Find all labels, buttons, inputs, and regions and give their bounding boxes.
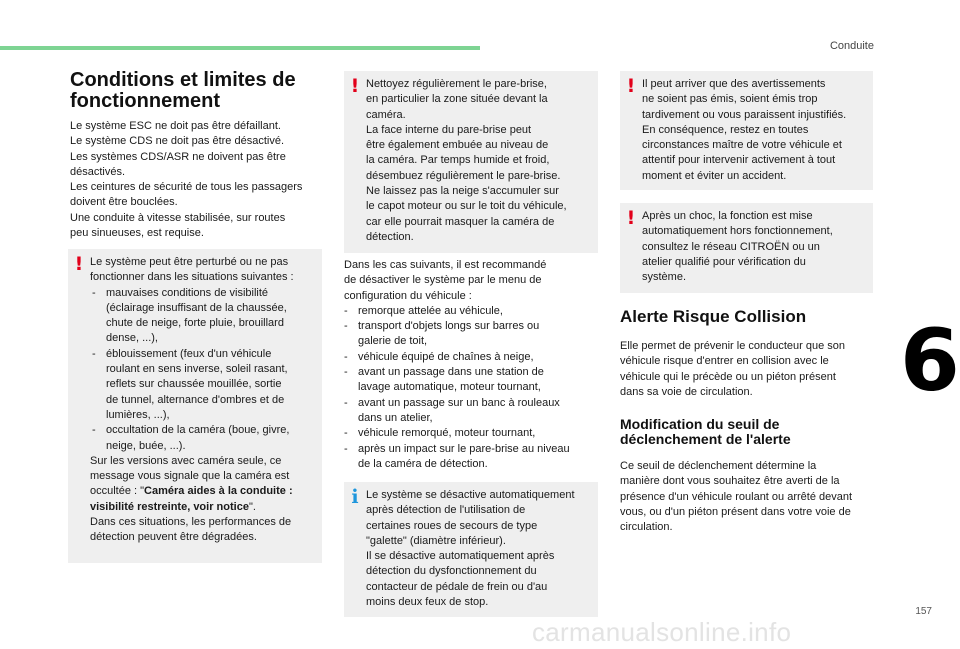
- warning-text: [90, 255, 314, 546]
- text-line: Dans ces situations, les performances de: [90, 516, 292, 529]
- text-line: [90, 500, 314, 515]
- list-item: [344, 319, 600, 350]
- text-line: - avant un passage dans une station de: [358, 366, 544, 379]
- column-1: [70, 70, 330, 241]
- info-text: [366, 488, 590, 610]
- text-span: ".: [248, 500, 256, 513]
- text-line: - véhicule équipé de chaînes à neige,: [358, 350, 534, 363]
- text-line: présence d'un véhicule roulant ou arrêté devant: [620, 490, 853, 503]
- text-line: lumières, ...),: [106, 408, 170, 421]
- text-line: Le système se désactive automatiquement: [366, 489, 575, 501]
- text-line: - occultation de la caméra (boue, givre,: [106, 424, 290, 437]
- threshold-text: [620, 459, 880, 535]
- text-line: dans un atelier,: [358, 411, 433, 424]
- subsection-heading: [620, 417, 880, 447]
- warning-icon: !: [350, 75, 360, 97]
- text-line: Elle permet de prévenir le conducteur que son: [620, 340, 846, 352]
- heading-line: Modification du seuil de: [620, 416, 780, 433]
- chapter-tab-number: 6: [900, 311, 960, 411]
- text-line: Les systèmes CDS/ASR ne doivent pas être: [70, 150, 286, 163]
- text-line: - transport d'objets longs sur barres ou: [358, 320, 540, 333]
- text-line: - véhicule remorqué, moteur tournant,: [358, 427, 536, 440]
- text-line: - éblouissement (feux d'un véhicule: [106, 347, 272, 360]
- text-line: circonstances maître de votre véhicule et: [642, 139, 842, 152]
- text-line: ne soient pas émis, soient émis trop: [642, 93, 818, 106]
- text-line: véhicule risque d'entrer en collision avec le: [620, 355, 829, 368]
- text-line: Une conduite à vitesse stabilisée, sur routes: [70, 211, 286, 224]
- list-item: [90, 347, 314, 423]
- text-line: Sur les versions avec caméra seule, ce: [90, 454, 282, 467]
- warning-box-impact: [620, 203, 873, 293]
- text-line: circulation.: [620, 521, 673, 534]
- text-line: - remorque attelée au véhicule,: [358, 304, 503, 317]
- deactivation-cases: [344, 258, 600, 472]
- intro-text: [620, 339, 880, 400]
- text-line: lavage automatique, moteur tournant,: [358, 381, 541, 394]
- text-line: Le système peut être perturbé ou ne pas: [90, 256, 289, 268]
- text-line: le capot moteur ou sur le toit du véhicule,: [366, 200, 567, 213]
- text-line: de la caméra de détection.: [358, 457, 488, 470]
- text-line: vous, ou d'un piéton présent dans votre voie de: [620, 506, 851, 519]
- text-line: peu sinueuses, est requise.: [70, 227, 204, 240]
- text-line: roulant en sens inverse, soleil rasant,: [106, 363, 288, 376]
- text-line: doivent être bouclées.: [70, 196, 178, 209]
- warning-box-visibility: [68, 249, 322, 563]
- text-line: consultez le réseau CITROËN ou un: [642, 240, 820, 253]
- info-icon: i: [351, 486, 359, 508]
- text-line: Il se désactive automatiquement après: [366, 550, 555, 563]
- text-line: neige, buée, ...).: [106, 439, 186, 452]
- text-line: atelier qualifié pour vérification du: [642, 255, 806, 268]
- text-line: système.: [642, 271, 687, 284]
- text-line: détection du dysfonctionnement du: [366, 565, 537, 578]
- watermark: carmanualsonline.info: [532, 617, 792, 647]
- heading-line: déclenchement de l'alerte: [620, 431, 791, 448]
- text-line: caméra.: [366, 108, 406, 121]
- text-line: fonctionner dans les situations suivantes :: [90, 271, 294, 284]
- text-line: Ne laissez pas la neige s'accumuler sur: [366, 185, 559, 198]
- column-3-body: [620, 307, 880, 536]
- text-line: configuration du véhicule :: [344, 289, 472, 302]
- text-line: dans sa voie de circulation.: [620, 385, 753, 398]
- list-item: [344, 350, 600, 365]
- text-line: galerie de toit,: [358, 335, 428, 348]
- list-item: [344, 304, 600, 319]
- text-line: - après un impact sur le pare-brise au niveau: [358, 442, 570, 455]
- text-line: [90, 484, 314, 499]
- text-line: Après un choc, la fonction est mise: [642, 210, 813, 222]
- warning-box-windscreen: [344, 71, 598, 253]
- notice-message-bold: visibilité restreinte, voir notice: [90, 500, 249, 513]
- text-line: après détection de l'utilisation de: [366, 504, 526, 517]
- list-item: [344, 365, 600, 396]
- text-line: véhicule qui le précède ou un piéton présent: [620, 370, 836, 383]
- list-item: [344, 396, 600, 427]
- info-box-deactivation: [344, 482, 598, 617]
- section-heading: Alerte Risque Collision: [620, 307, 807, 326]
- text-line: chute de neige, forte pluie, brouillard: [106, 317, 284, 330]
- text-line: Il peut arriver que des avertissements: [642, 78, 826, 90]
- text-line: dense, ...),: [106, 332, 158, 345]
- list-item: [90, 423, 314, 454]
- text-line: Nettoyez régulièrement le pare-brise,: [366, 78, 547, 90]
- text-line: contacteur de pédale de frein ou d'au: [366, 580, 548, 593]
- text-line: En conséquence, restez en toutes: [642, 123, 809, 136]
- text-line: Les ceintures de sécurité de tous les passagers: [70, 181, 303, 194]
- text-line: automatiquement hors fonctionnement,: [642, 225, 833, 238]
- list-item: [344, 442, 600, 473]
- heading-line: Conditions et limites de: [70, 69, 296, 91]
- text-line: détection.: [366, 230, 414, 243]
- text-line: reflets sur chaussée mouillée, sortie: [106, 378, 282, 391]
- warning-box-alerts: [620, 71, 873, 190]
- text-line: en particulier la zone située devant la: [366, 93, 548, 106]
- text-line: - avant un passage sur un banc à rouleaux: [358, 396, 560, 409]
- section-heading: [70, 70, 330, 112]
- text-line: désactivés.: [70, 165, 126, 178]
- warning-icon: !: [626, 207, 636, 229]
- text-line: de tunnel, alternance d'ombres et de: [106, 393, 285, 406]
- page-number: 157: [915, 606, 932, 617]
- text-line: être également embuée au niveau de: [366, 139, 549, 152]
- text-line: tardivement ou vous paraissent injustifiés.: [642, 108, 847, 121]
- intro-text: [70, 119, 330, 241]
- warning-icon: !: [626, 75, 636, 97]
- text-line: (éclairage insuffisant de la chaussée,: [106, 301, 287, 314]
- text-line: car elle pourrait masquer la caméra de: [366, 215, 555, 228]
- text-line: manière dont vous souhaitez être averti de la: [620, 475, 840, 488]
- text-line: "galette" (diamètre inférieur).: [366, 534, 506, 547]
- text-line: de désactiver le système par le menu de: [344, 274, 542, 287]
- text-line: désembuez régulièrement le pare-brise.: [366, 169, 561, 182]
- text-line: message vous signale que la caméra est: [90, 470, 290, 483]
- header-accent-bar: [0, 46, 480, 50]
- text-line: la caméra. Par temps humide et froid,: [366, 154, 550, 167]
- text-line: Dans les cas suivants, il est recommandé: [344, 259, 547, 271]
- text-line: Le système CDS ne doit pas être désactivé.: [70, 135, 284, 148]
- list-item: [344, 426, 600, 441]
- text-line: La face interne du pare-brise peut: [366, 123, 532, 136]
- warning-text: [366, 77, 590, 245]
- notice-message-bold: Caméra aides à la conduite :: [144, 485, 293, 498]
- text-line: moment et éviter un accident.: [642, 169, 787, 182]
- list-item: [90, 286, 314, 347]
- text-line: Le système ESC ne doit pas être défaillant.: [70, 120, 281, 132]
- heading-line: fonctionnement: [70, 90, 220, 112]
- warning-icon: !: [74, 253, 84, 275]
- text-line: attentif pour intervenir activement à tout: [642, 154, 836, 167]
- warning-text: [642, 77, 865, 184]
- text-line: certaines roues de secours de type: [366, 519, 538, 532]
- section-title: Conduite: [829, 40, 874, 52]
- text-line: Ce seuil de déclenchement détermine la: [620, 460, 817, 473]
- text-line: - mauvaises conditions de visibilité: [106, 286, 269, 299]
- text-span: occultée : ": [90, 485, 145, 498]
- text-line: détection peuvent être dégradées.: [90, 531, 257, 544]
- warning-text: [642, 209, 865, 285]
- text-line: moins deux feux de stop.: [366, 596, 489, 609]
